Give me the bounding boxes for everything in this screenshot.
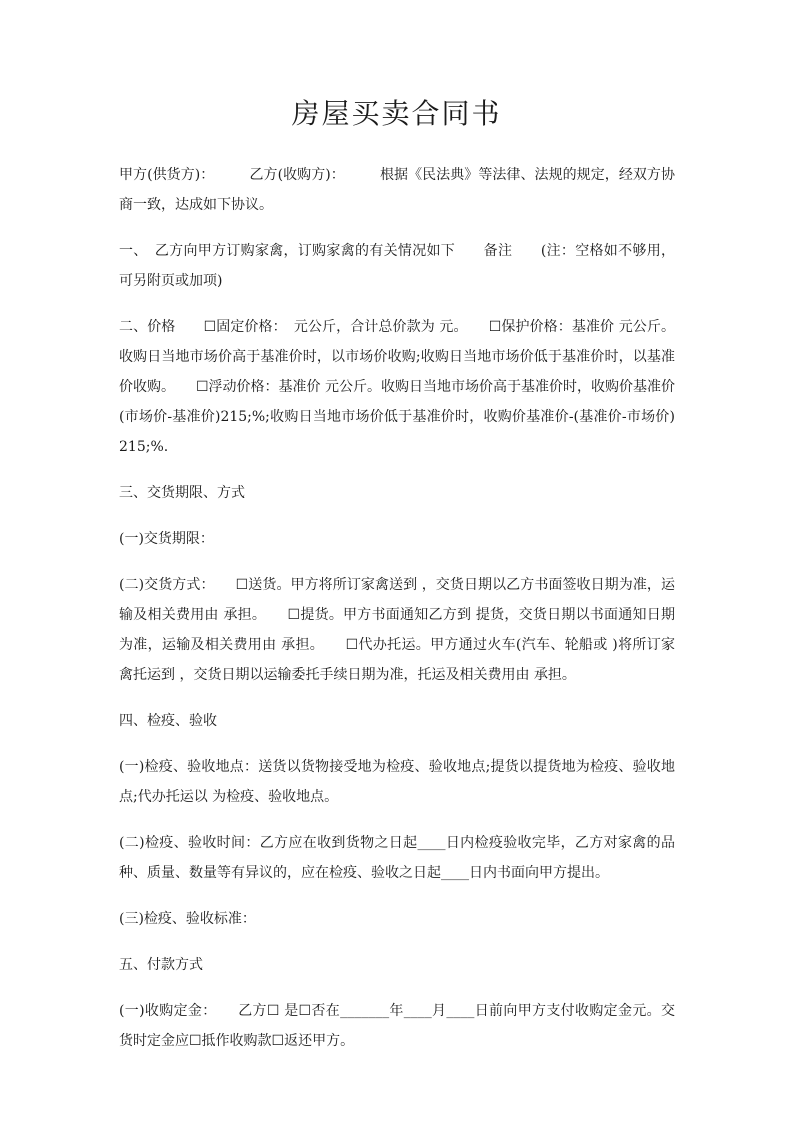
paragraph-delivery-method: (二)交货方式： ☐送货。甲方将所订家禽送到 ，交货日期以乙方书面签收日期为准，运输及相关费用由 承担。 ☐提货。甲方书面通知乙方到 提货，交货日期以书面通知日期为准，运输及相关费用由 承担。 ☐代办托运。甲方通过火车(汽车、轮船或 )将所订家禽托运到 ，交货日期以运输委托手续日期为准，托运及相关费用由 承担。 [119, 577, 675, 683]
heading-section-4-inspection: 四、检疫、验收 [119, 713, 217, 729]
paragraph-inspection-time: (二)检疫、验收时间：乙方应在收到货物之日起____日内检疫验收完毕，乙方对家禽的品种、质量、数量等有异议的，应在检疫、验收之日起____日内书面向甲方提出。 [119, 835, 675, 881]
paragraph-section-2-price: 二、价格 ☐固定价格： 元公斤，合计总价款为 元。 ☐保护价格：基准价 元公斤。收购日当地市场价高于基准价时，以市场价收购;收购日当地市场价低于基准价时，以基准价收购。 ☐浮动价格：基准价 元公斤。收购日当地市场价高于基准价时，收购价基准价(市场价-基准价)215;%;收购日当地市场价低于基准价时，收购价基准价-(基准价-市场价)215;%. [119, 319, 675, 455]
heading-section-5-payment: 五、付款方式 [119, 957, 203, 973]
heading-section-3-delivery: 三、交货期限、方式 [119, 485, 245, 501]
paragraph-parties-intro: 甲方(供货方)： 乙方(收购方)： 根据《民法典》等法律、法规的规定，经双方协商一致，达成如下协议。 [119, 167, 675, 213]
document-title: 房屋买卖合同书 [291, 97, 502, 130]
document-body [119, 160, 675, 1072]
paragraph-delivery-period: (一)交货期限： [119, 531, 214, 547]
paragraph-inspection-location: (一)检疫、验收地点：送货以货物接受地为检疫、验收地点;提货以提货地为检疫、验收地点;代办托运以 为检疫、验收地点。 [119, 759, 675, 805]
paragraph-deposit: (一)收购定金： 乙方☐ 是☐否在_______年____月____日前向甲方支付收购定金元。交货时定金应☐抵作收购款☐返还甲方。 [119, 1003, 675, 1049]
paragraph-inspection-standard: (三)检疫、验收标准： [119, 911, 256, 927]
paragraph-section-1-order: 一、 乙方向甲方订购家禽，订购家禽的有关情况如下 备注 (注：空格如不够用，可另附页或加项) [119, 243, 675, 289]
